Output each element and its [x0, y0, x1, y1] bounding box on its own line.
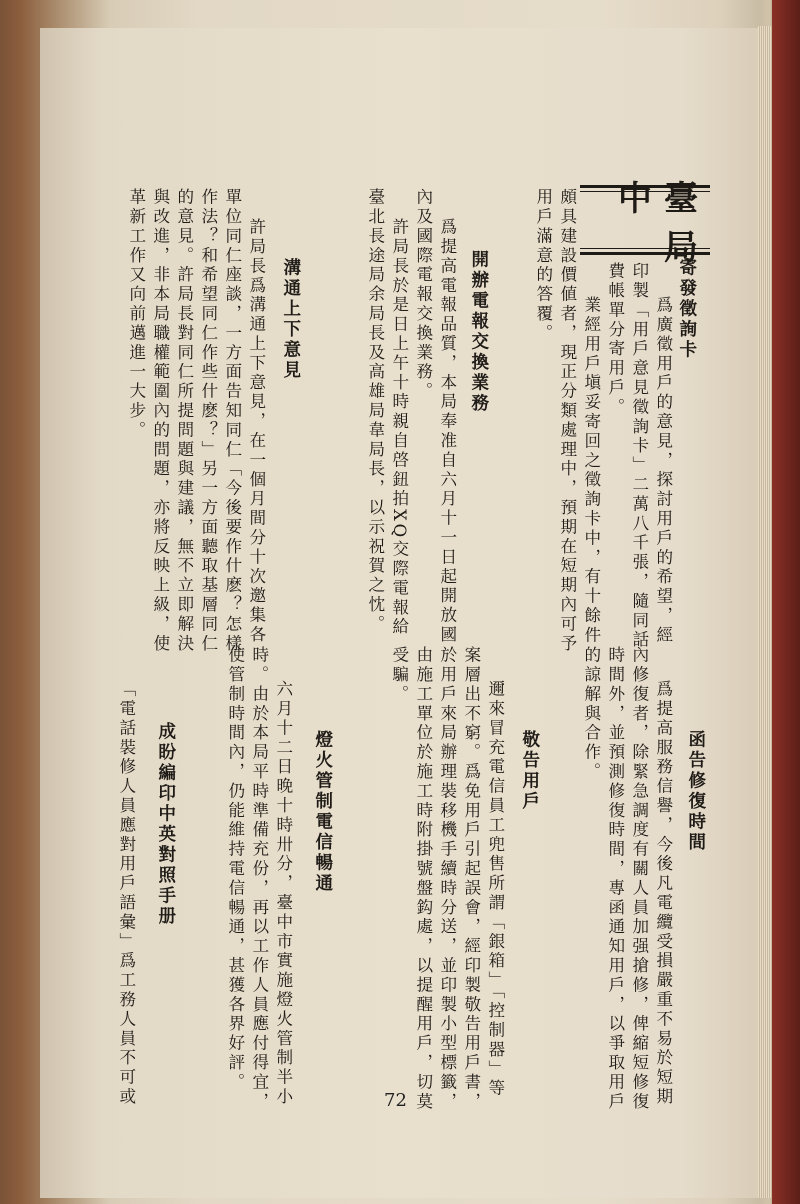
- repair-line-3: 時間外，並預測修復時間，專函通知用戶，以爭取用戶: [605, 646, 625, 1112]
- warning-line-1: 邇來冒充電信員工兜售所謂「銀箱」「控制器」等: [485, 680, 505, 1099]
- article-title-telex: 開辦電報交換業務: [468, 250, 489, 414]
- warning-line-5: 受騙。: [389, 646, 409, 705]
- warning-line-3: 於用戶來局辦理裝移機手續時分送，並印製小型標籤，: [437, 646, 457, 1112]
- inquiry-line-4: 業經用戶塡妥寄回之徵詢卡中，有十餘件: [581, 296, 601, 646]
- communication-line-4: 的意見。許局長對同仁所提問題與建議，無不立即解決: [174, 188, 194, 654]
- page-edges: [758, 26, 772, 1198]
- repair-line-4: 的諒解與合作。: [581, 646, 601, 782]
- telex-line-2: 內及國際電報交換業務。: [413, 188, 433, 402]
- book-spine: [772, 0, 800, 1204]
- article-title-warning: 敬告用戶: [519, 730, 540, 812]
- article-title-inquiry-card: 寄發徵詢卡: [676, 258, 697, 361]
- inquiry-line-1: 爲廣徵用戶的意見，探討用戶的希望，經: [653, 296, 673, 646]
- inquiry-line-2: 印製「用戶意見徵詢卡」二萬八千張，隨同話: [629, 262, 649, 650]
- communication-line-2: 單位同仁座談，一方面告知同仁「今後要作什麽？怎樣: [222, 188, 242, 654]
- communication-line-3: 作法？和希望同仁作些什麽？」另一方面聽取基層同仁: [198, 188, 218, 654]
- inquiry-line-6: 用戶滿意的答覆。: [533, 188, 553, 344]
- article-title-blackout: 燈火管制電信暢通: [312, 730, 333, 894]
- communication-line-6: 革新工作又向前邁進一大步。: [126, 188, 146, 441]
- page-number: 72: [384, 1090, 407, 1111]
- telex-line-3: 許局長於是日上午十時親自啓鈕拍XQ交際電報給: [389, 218, 409, 638]
- article-title-communication: 溝通上下意見: [280, 258, 301, 381]
- inquiry-line-3: 費帳單分寄用戶。: [605, 262, 625, 418]
- masthead-title: 臺中局: [618, 179, 710, 268]
- telex-line-1: 爲提高電報品質，本局奉准自六月十一日起開放國: [437, 218, 457, 645]
- article-title-repair-notice: 函告修復時間: [685, 730, 706, 853]
- blackout-line-2: 時。由於本局平時準備充份，再以工作人員應付得宜，: [249, 646, 269, 1112]
- communication-line-5: 與改進，非本局職權範圍內的問題，亦將反映上級，使: [150, 188, 170, 654]
- repair-line-2: 內修復者，除緊急調度有關人員加强搶修，俾縮短修復: [629, 646, 649, 1112]
- telex-line-4: 臺北長途局余局長及高雄局韋局長，以示祝賀之忱。: [365, 188, 385, 635]
- article-title-handbook: 成盼編印中英對照手册: [155, 722, 176, 927]
- masthead-box: [580, 179, 710, 268]
- inquiry-line-5: 頗具建設價値者，現正分類處理中，預期在短期內可予: [557, 188, 577, 654]
- blackout-line-1: 六月十二日晚十時卅分，臺中市實施燈火管制半小: [273, 680, 293, 1107]
- communication-line-1: 許局長爲溝通上下意見，在一個月間分十次邀集各: [246, 218, 266, 645]
- warning-line-2: 案層出不窮。爲免用戶引起誤會，經印製敬告用戶書，: [461, 646, 481, 1112]
- handbook-line-1: 「電話裝修人員應對用戶語彙」爲工務人員不可或: [116, 680, 136, 1107]
- blackout-line-3: 使管制時間內，仍能維持電信暢通，甚獲各界好評。: [225, 646, 245, 1093]
- warning-line-4: 由施工單位於施工時附掛號盤鈎處，以提醒用戶，切莫: [413, 646, 433, 1112]
- repair-line-1: 爲提高服務信譽，今後凡電纜受損嚴重不易於短期: [653, 680, 673, 1107]
